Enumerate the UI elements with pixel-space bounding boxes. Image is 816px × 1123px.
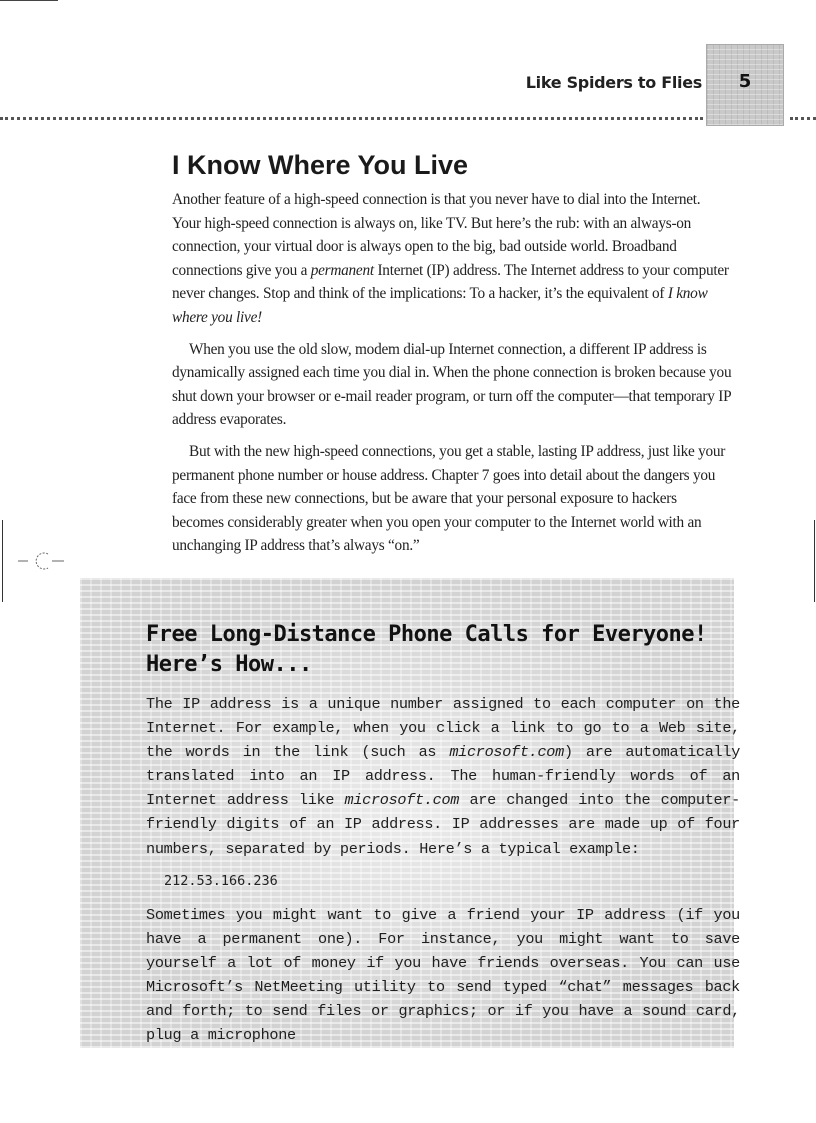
sidebar-title-line: Here’s How... xyxy=(146,652,312,677)
header-dotted-rule xyxy=(0,117,703,120)
text-run: The IP address is a unique number assigned to each computer on the Internet. For example, when you click a link to go to a Web site, the words in the link (such as xyxy=(146,695,740,762)
text-run: are changed into the computer-friendly digits of an IP address. IP addresses are made up of four numbers, separated by periods. Here’s a typical example: xyxy=(146,791,740,858)
sidebar-title-line: Free Long-Distance Phone Calls for Everyone! xyxy=(146,622,707,647)
registration-mark-icon xyxy=(18,550,64,572)
sidebar-content xyxy=(146,620,740,1047)
margin-bar-left xyxy=(2,520,3,602)
page-number: 5 xyxy=(738,71,752,92)
body-paragraph: But with the new high-speed connections, you get a stable, lasting IP address, just like your permanent phone number or house address. Chapter 7 goes into detail about the dangers you face from these new connections, but be aware that your personal exposure to hackers becomes considerably greater when you open your computer to the Internet world with an unchanging IP address that’s always “on.” xyxy=(172,442,726,555)
sidebar-box xyxy=(80,578,741,1048)
corner-rule xyxy=(0,0,58,1)
running-head: Like Spiders to Flies xyxy=(525,73,702,92)
margin-bar-right xyxy=(814,520,815,602)
text-run: ) are automatically translated into an IP address. The human-friendly words of an Internet address like xyxy=(146,743,741,810)
body-paragraph xyxy=(172,188,732,330)
domain-example: microsoft.com xyxy=(449,743,564,762)
header-dotted-rule-end xyxy=(790,117,816,120)
ip-address-example: 212.53.166.236 xyxy=(164,872,278,889)
body-paragraph: When you use the old slow, modem dial-up Internet connection, a different IP address is dynamically assigned each time you dial in. When the phone connection is broken because you shut down your browser or e-mail reader program, or turn off the computer—that temporary IP address evaporates. xyxy=(172,340,732,429)
emphasis-quote: I know where you live! xyxy=(172,285,708,326)
sidebar-title xyxy=(146,620,740,680)
section-body xyxy=(172,188,732,566)
domain-example: microsoft.com xyxy=(344,791,460,810)
text-run: Internet (IP) address. The Internet address to your computer never changes. Stop and think of the implications: To a hacker, it’s the equivalent of xyxy=(172,261,729,303)
sidebar-paragraph xyxy=(146,692,740,861)
text-run: Another feature of a high-speed connection is that you never have to dial into the Internet. Your high-speed connection is always on, like TV. But here’s the rub: with an always-on connection, your virtual door is always open to the big, bad outside world. Broadband connections give you a xyxy=(172,191,701,279)
section-title: I Know Where You Live xyxy=(172,150,469,180)
emphasis-permanent: permanent xyxy=(310,261,374,279)
sidebar-paragraph: Sometimes you might want to give a friend your IP address (if you have a permanent one). For instance, you might want to save yourself a lot of money if you have friends overseas. You can use Microsoft’s NetMeeting utility to send typed “chat” messages back and forth; to send files or graphics; or if you have a sound card, plug a microphone xyxy=(146,905,740,1045)
